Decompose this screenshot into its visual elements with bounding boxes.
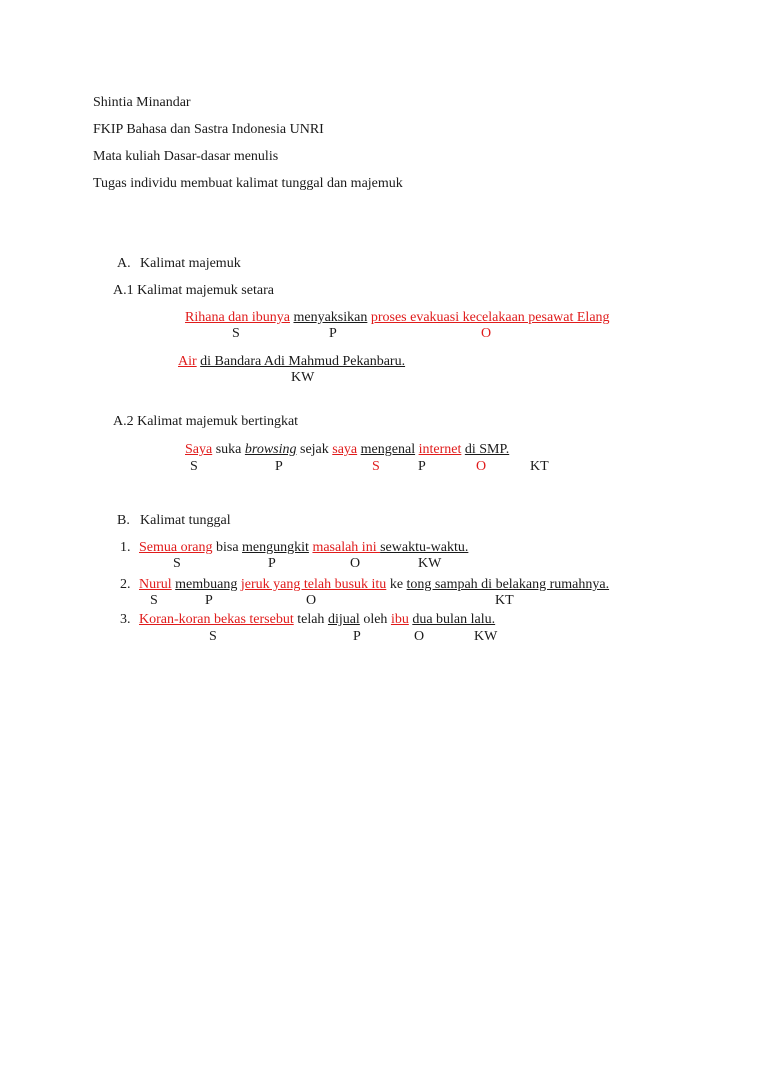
b1-number: 1. [120,540,131,555]
a1-subject: Rihana dan ibunya [185,310,290,325]
a2-subject-1: Saya [185,442,213,457]
a1-label-s: S [232,326,240,341]
a2-object: internet [418,442,462,457]
b3-object: ibu [390,612,409,627]
b1-sentence: Semua orang bisa mengungkit masalah ini sewaktu-waktu. [139,540,469,555]
b1-subject: Semua orang [139,540,213,555]
b1-label-s: S [173,556,181,571]
b1-object: masalah ini [312,540,381,555]
b3-label-s: S [209,629,217,644]
a1-sentence-line1 [185,310,610,326]
a2-browsing: browsing [244,442,297,457]
a2-time: di SMP. [464,442,510,457]
institution: FKIP Bahasa dan Sastra Indonesia UNRI [93,122,324,137]
b3-sentence: Koran-koran bekas tersebut telah dijual oleh ibu dua bulan lalu. [139,612,496,627]
b3-label-p: P [353,629,361,644]
course-name: Mata kuliah Dasar-dasar menulis [93,149,279,164]
b2-number: 2. [120,577,131,592]
section-a-title: Kalimat majemuk [140,256,241,271]
a1-adverb: di Bandara Adi Mahmud Pekanbaru. [200,354,406,369]
a2-subject-2: saya [332,442,358,457]
b1-predicate: mengungkit [242,540,309,555]
b3-number: 3. [120,612,131,627]
b2-place: tong sampah di belakang rumahnya. [406,577,610,592]
section-a-marker: A. [117,256,131,271]
a1-object-cont: Air [178,354,197,369]
b1-adverb: sewaktu-waktu. [380,540,469,555]
a2-label-s2: S [372,459,380,474]
a1-sentence-line2 [178,354,405,370]
b2-label-kt: KT [495,593,514,608]
b2-object: jeruk yang telah busuk itu [240,577,387,592]
section-b-title: Kalimat tunggal [140,513,231,528]
b3-adverb: dua bulan lalu. [412,612,496,627]
a1-label-o: O [481,326,492,341]
a1-predicate: menyaksikan [293,310,368,325]
b2-predicate: membuang [175,577,238,592]
b2-sentence: Nurul membuang jeruk yang telah busuk itu ke tong sampah di belakang rumahnya. [139,577,610,592]
a1-label-p: P [329,326,337,341]
b1-label-o: O [350,556,361,571]
a2-sentence: Saya suka browsing sejak saya mengenal internet di SMP. [185,442,510,457]
b1-label-p: P [268,556,276,571]
a2-label-kt: KT [530,459,549,474]
a2-label-p2: P [418,459,426,474]
b3-label-o: O [414,629,425,644]
b2-label-o: O [306,593,317,608]
author-name: Shintia Minandar [93,95,191,110]
b2-label-s: S [150,593,158,608]
a1-object: proses evakuasi kecelakaan pesawat Elang [370,310,610,325]
b3-subject: Koran-koran bekas tersebut [139,612,294,627]
a2-label-p1: P [275,459,283,474]
section-a2-heading: A.2 Kalimat majemuk bertingkat [113,414,299,429]
b2-label-p: P [205,593,213,608]
assignment-title: Tugas individu membuat kalimat tunggal dan majemuk [93,176,403,191]
b3-label-kw: KW [474,629,498,644]
b2-subject: Nurul [139,577,172,592]
a2-label-o: O [476,459,487,474]
a2-predicate-2: mengenal [360,442,416,457]
a2-label-s1: S [190,459,198,474]
section-a1-heading: A.1 Kalimat majemuk setara [113,283,274,298]
b1-label-kw: KW [418,556,442,571]
a1-label-kw: KW [291,370,315,385]
b3-predicate: dijual [327,612,360,627]
section-b-marker: B. [117,513,130,528]
